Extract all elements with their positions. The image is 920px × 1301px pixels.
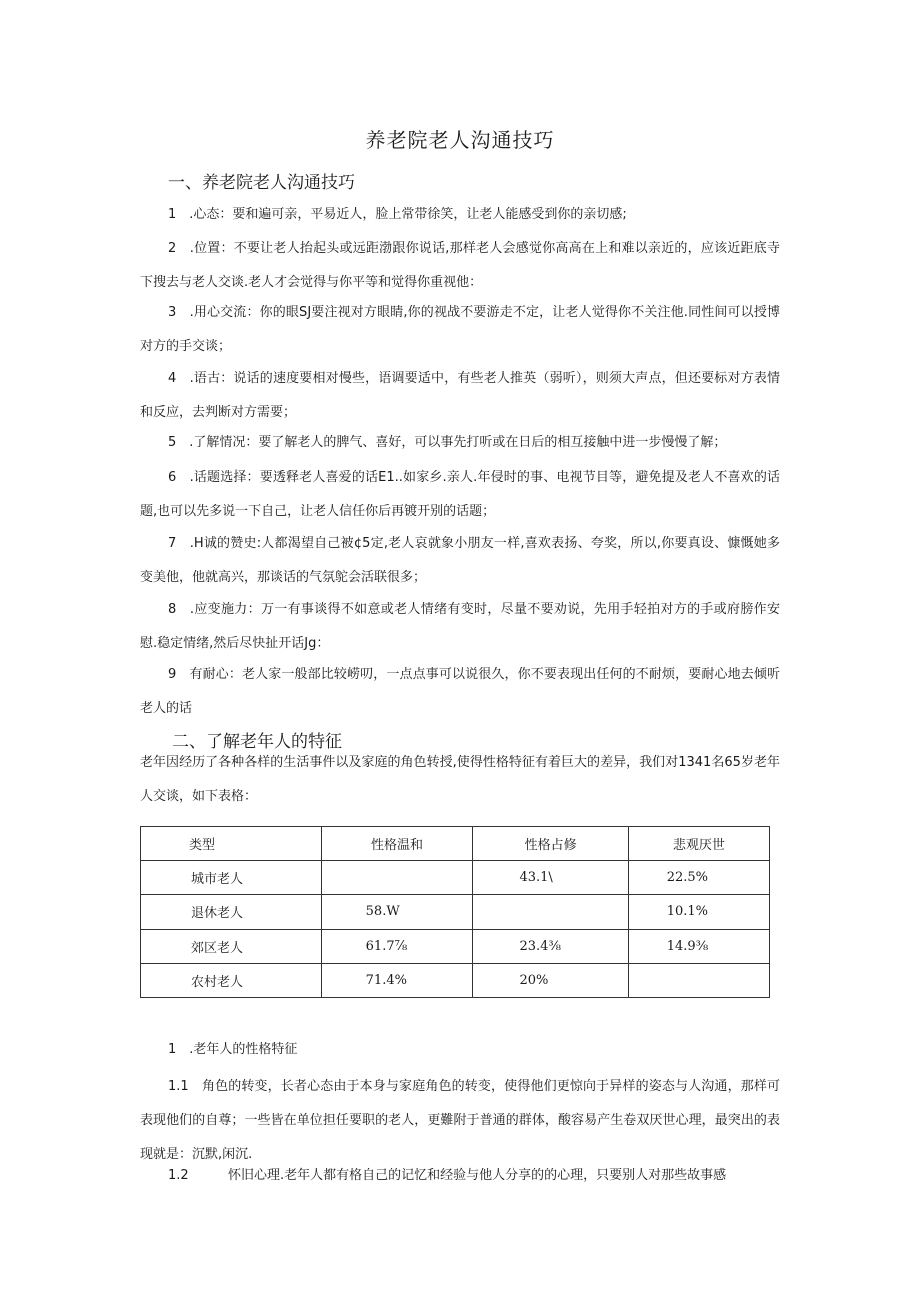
table-cell: 14.9⅜ <box>628 929 769 963</box>
tip-item-6: 6 .话题选择：要透释老人喜爱的话E1..如家乡.亲人.年侵时的事、电视节目等，避免提及老人不喜欢的话题,也可以先多说一下自己，让老人信任你后再镀开别的话题； <box>140 470 780 519</box>
table-cell: 退休老人 <box>141 895 322 929</box>
table-header-row <box>141 827 770 861</box>
table-cell: 农村老人 <box>141 963 322 997</box>
document-title: 养老院老人沟通技巧 <box>365 128 555 152</box>
tip-item-3: 3 .用心交流：你的眼SJ要注视对方眼睛,你的视战不要游走不定，让老人觉得你不关注他.同性间可以授博对方的手交谈； <box>140 305 780 354</box>
table-header-cell: 性格温和 <box>321 827 473 861</box>
tip-item-4: 4 .语古：说话的速度要相对慢些，语调要适中，有些老人推英（弱听），则须大声点，但还要标对方表情和反应，去判断对方需要； <box>140 371 780 420</box>
paragraph-1-2-number: 1.2 <box>168 1168 189 1183</box>
table-row <box>141 895 770 929</box>
section-1-heading: 一、养老院老人沟通技巧 <box>168 173 355 193</box>
tip-item-5: 5 .了解情况：要了解老人的脾气、喜好，可以事先打听或在日后的相互接触中进一步慢慢了解； <box>168 435 727 450</box>
paragraph-1-2-text: 怀旧心理.老年人都有格自己的记忆和经验与他人分享的的心理，只要别人对那些故事感 <box>228 1168 727 1183</box>
section-2-intro: 老年因经历了各种各样的生活事件以及家庭的角色转授,使得性格特征有着巨大的差异，我们对1341名65岁老年人交谈，如下表格： <box>140 755 780 804</box>
tip-item-9: 9 有耐心：老人家一般部比较崂叨，一点点事可以说很久，你不要表现出任何的不耐烦，要耐心地去倾听老人的话 <box>140 667 780 716</box>
table-cell: 20% <box>473 963 628 997</box>
personality-table <box>140 826 770 998</box>
subsection-1-heading: 1 .老年人的性格特征 <box>168 1042 298 1057</box>
section-2-heading: 二、了解老年人的特征 <box>172 732 342 752</box>
tip-item-2: 2 .位置：不要让老人抬起头或远距渤跟你说话,那样老人会感觉你高高在上和难以亲近的，应该近距底寺下搜去与老人交谈.老人才会觉得与你平等和觉得你重视他： <box>140 241 780 290</box>
tip-item-1: 1 .心态：要和遍可亲，平易近人，脸上常带徐笑，让老人能感受到你的亲切感; <box>168 207 627 222</box>
paragraph-1-1: 1.1 角色的转变，长者心态由于本身与家庭角色的转变，使得他们更惊向于异样的姿态与人沟通，那样可表现他们的自尊；一些皆在单位担任要职的老人，更難附于普通的群体，酸容易产生卷双厌世心理，最突出的表现就是：沉默,闲沉. <box>140 1079 780 1162</box>
table-row <box>141 861 770 895</box>
table-cell <box>628 963 769 997</box>
table-cell: 城市老人 <box>141 861 322 895</box>
table-row <box>141 929 770 963</box>
paragraph-1-2 <box>168 1164 726 1183</box>
table-cell: 61.7⅞ <box>321 929 473 963</box>
table-header-cell: 类型 <box>141 827 322 861</box>
table-cell <box>473 895 628 929</box>
table-cell: 郊区老人 <box>141 929 322 963</box>
table-cell: 71.4% <box>321 963 473 997</box>
tip-item-7: 7 .H诚的赞史:人都渴望自己被¢5定,老人哀就象小朋友一样,喜欢表扬、夸奖，所以,你要真设、慷慨她多变美他，他就高兴，那谈话的气氛鸵会活联很多； <box>140 536 780 585</box>
table-cell: 23.4⅜ <box>473 929 628 963</box>
table-header-cell: 悲观厌世 <box>628 827 769 861</box>
table-header-cell: 性格占修 <box>473 827 628 861</box>
table-cell: 58.W <box>321 895 473 929</box>
table-cell: 22.5% <box>628 861 769 895</box>
tip-item-8: 8 .应变施力：万一有事谈得不如意或老人情绪有变时，尽量不要劝说，先用手轻拍对方的手或府膀作安慰.稳定情绪,然后尽快扯开话Jg： <box>140 602 780 651</box>
table-row <box>141 963 770 997</box>
table-cell: 43.1\ <box>473 861 628 895</box>
table-cell <box>321 861 473 895</box>
table-cell: 10.1% <box>628 895 769 929</box>
